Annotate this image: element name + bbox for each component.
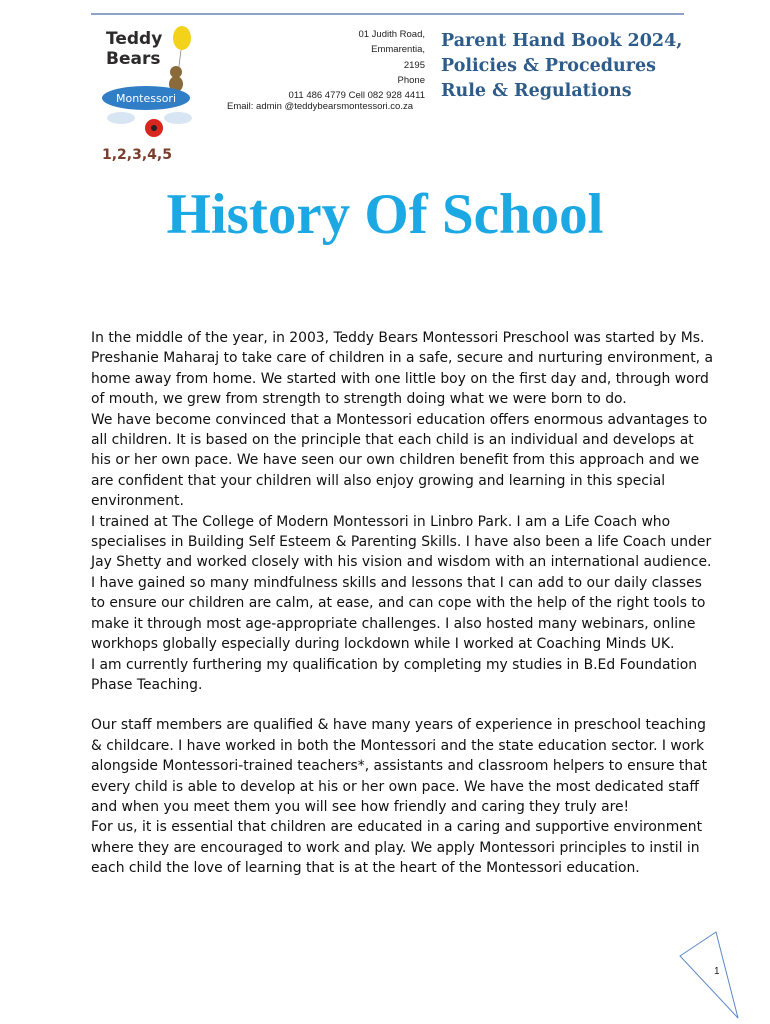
handbook-title-line: Parent Hand Book 2024, (441, 31, 683, 51)
page-corner-ornament (678, 930, 740, 1022)
paragraph: I trained at The College of Modern Montessori in Linbro Park. I am a Life Coach who specialises in Building Self Esteem & Parenting Skills. I have also been a life Coach under Jay Shetty and worked closely with his vision and wisdom with an international audience. I have gained so many mindfulness skills and lessons that I can add to our daily classes to ensure our children are calm, at ease, and can cope with the help of the right tools to make it through most age-appropriate challenges. I also hosted many webinars, online workhops globally especially during lockdown while I worked at Coaching Minds UK. (91, 513, 712, 653)
logo-line-1: Teddy (106, 29, 163, 49)
handbook-title-line: Policies & Procedures (441, 56, 656, 76)
address-line: Emmarentia, (371, 44, 425, 56)
header-rule (91, 13, 684, 15)
handbook-title (441, 29, 741, 104)
contact-block (200, 27, 425, 112)
page-number: 1 (714, 966, 720, 977)
ladybug-icon (145, 119, 163, 137)
school-logo (96, 22, 206, 167)
logo-numbers: 1,2,3,4,5 (102, 147, 172, 163)
teddy-bear-icon (169, 66, 183, 92)
logo-badge-text: Montessori (115, 92, 177, 105)
paragraph: Our staff members are qualified & have many years of experience in preschool teaching & childcare. I have worked in both the Montessori and the state education sector. I work alongside Montessori-trained teachers*, assistants and classroom helpers to ensure that every child is able to develop at his or her own pace. We have the most dedicated staff and when you meet them you will see how friendly and caring they truly are! (91, 717, 708, 815)
page-title: History Of School (166, 183, 604, 246)
address-line: 2195 (403, 59, 425, 71)
phone-numbers: 011 486 4779 Cell 082 928 4411 (288, 90, 425, 102)
body-text (91, 328, 716, 879)
address-line: 01 Judith Road, (358, 29, 425, 40)
email-address[interactable]: Email: admin @teddybearsmontessori.co.za (227, 101, 414, 112)
logo-line-2: Bears (106, 49, 161, 69)
paragraph: I am currently furthering my qualification by completing my studies in B.Ed Foundation Phase Teaching. (91, 656, 698, 693)
paragraph: We have become convinced that a Montessori education offers enormous advantages to all children. It is based on the principle that each child is an individual and develops at his or her own pace. We have seen our own children benefit from this approach and we are confident that your children will also enjoy growing and learning in this special environment. (91, 411, 708, 510)
paragraph: In the middle of the year, in 2003, Teddy Bears Montessori Preschool was started by Ms. Preshanie Maharaj to take care of children in a safe, secure and nurturing environment, a home away from home. We started with one little boy on the first day and, through word of mouth, we grew from strength to strength doing what we were born to do. (91, 330, 714, 408)
paragraph: For us, it is essential that children are educated in a caring and supportive environment where they are encouraged to work and play. We apply Montessori principles to instil in each child the love of learning that is at the heart of the Montessori education. (91, 819, 703, 877)
handbook-title-line: Rule & Regulations (441, 81, 632, 101)
paragraph-spacer (91, 695, 716, 715)
address-line: Phone (397, 74, 425, 86)
